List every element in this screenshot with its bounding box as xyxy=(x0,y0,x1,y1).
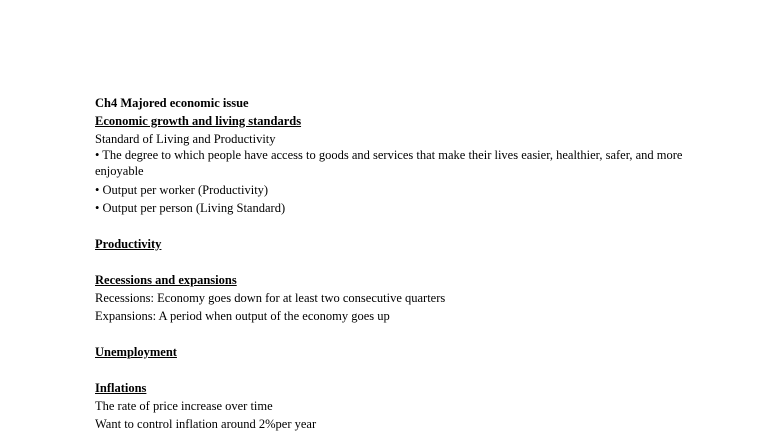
blank-line xyxy=(95,325,695,343)
bullet-item: • The degree to which people have access to goods and services that make their lives easier, healthier, safer, and more enjoyable xyxy=(95,148,683,178)
paragraph-line: Expansions: A period when output of the economy goes up xyxy=(95,309,390,323)
section-heading-recessions: Recessions and expansions xyxy=(95,273,237,287)
paragraph-line: Recessions: Economy goes down for at least two consecutive quarters xyxy=(95,291,446,305)
document-body xyxy=(95,94,695,433)
section-heading-growth: Economic growth and living standards xyxy=(95,114,302,128)
bullet-item: • Output per worker (Productivity) xyxy=(95,183,269,197)
section-heading-inflations: Inflations xyxy=(95,381,147,395)
paragraph-line: Want to control inflation around 2%per year xyxy=(95,417,317,431)
document-title: Ch4 Majored economic issue xyxy=(95,96,249,110)
blank-line xyxy=(95,361,695,379)
bullet-item: • Output per person (Living Standard) xyxy=(95,201,286,215)
section-subheading-standard: Standard of Living and Productivity xyxy=(95,132,276,146)
section-heading-productivity: Productivity xyxy=(95,237,162,251)
paragraph-line: The rate of price increase over time xyxy=(95,399,273,413)
blank-line xyxy=(95,217,695,235)
section-heading-unemployment: Unemployment xyxy=(95,345,177,359)
blank-line xyxy=(95,253,695,271)
